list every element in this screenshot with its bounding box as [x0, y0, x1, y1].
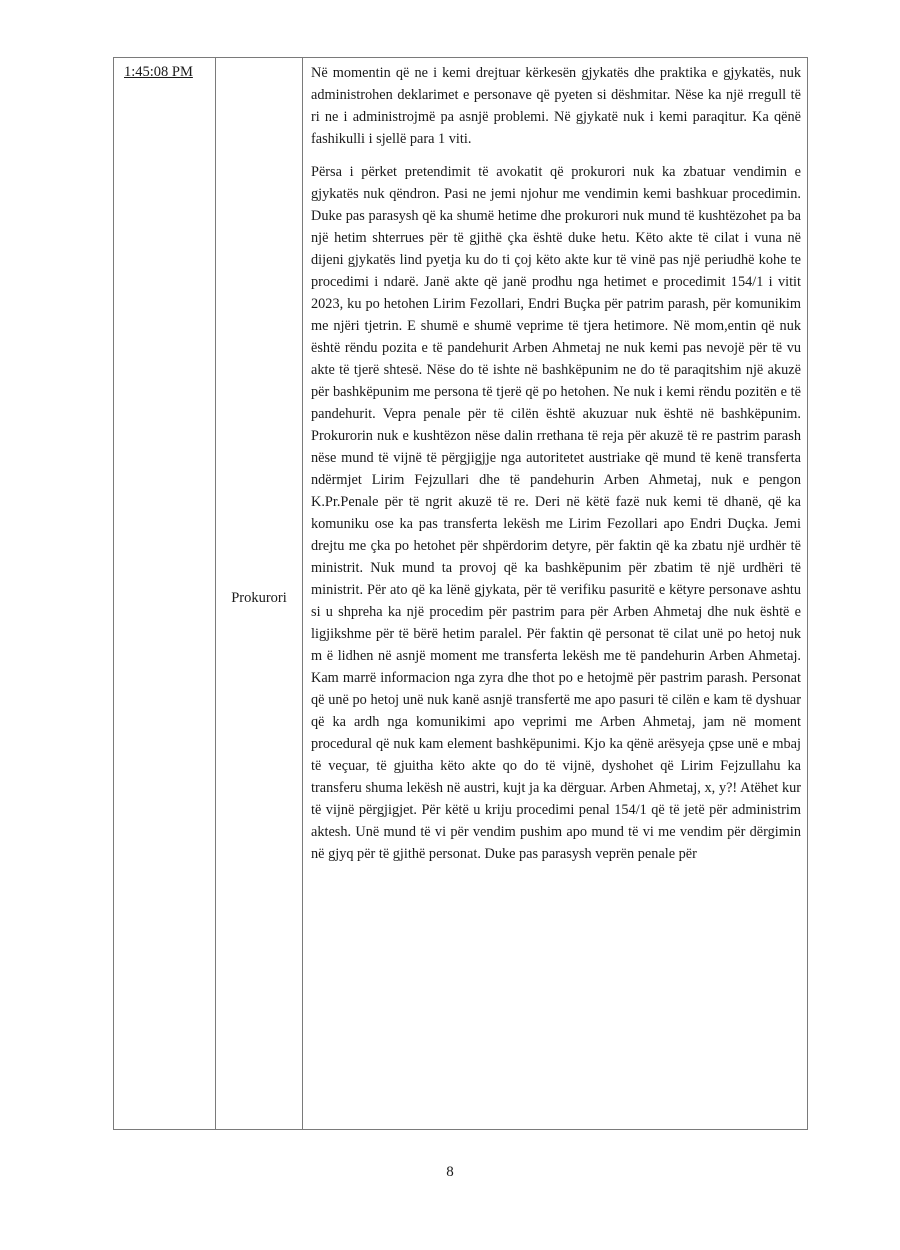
statement-cell — [303, 58, 807, 1129]
statement-paragraph: Përsa i përket pretendimit të avokatit që prokurori nuk ka zbatuar vendimin e gjykatës nuk qëndron. Pasi ne jemi njohur me vendimin kemi bashkuar procedimin. Duke pas parasysh që ka shumë hetime dhe prokurori nuk mund të kushtëzohet pa ba një hetim shterrues për të gjithë çka është duke hetu. Këto akte të cilat i vuna në dijeni gjykatës lind pyetja ku do ti çoj këto akte kur të vinë pas një periudhë kohe te procedimi i ndarë. Janë akte që janë prodhu nga hetimet e procedimit 154/1 i vitit 2023, ku po hetohen Lirim Fezollari, Endri Buçka për patrim parash, për komunikim me njëri tjetrin. E shumë e shumë veprime të tjera hetimore. Në mom,entin që nuk është rëndu pozita e të pandehurit Arben Ahmetaj ne nuk kemi pas nevojë për të vu akte të tjerë shtesë. Nëse do të ishte në bashkëpunim ne do të paraqitshim një akuzë për bashkëpunim me persona të tjerë që po hetohen. Ne nuk i kemi rëndu pozitën e të pandehurit. Vepra penale për të cilën është akuzuar nuk është në bashkëpunim. Prokurorin nuk e kushtëzon nëse dalin rrethana të reja për akuzë të re pastrim parash nëse mund të vijnë të përgjigjje nga autoritetet austriake që mund të kenë transferta ndërmjet Lirim Fejzullari dhe të pandehurin Arben Ahmetaj, nuk e pengon K.Pr.Penale për të ngrit akuzë të re. Deri në këtë fazë nuk kemi të dhanë, që ka komuniku ose ka pas transferta lekësh me Lirim Fezollari apo Endri Duçka. Jemi drejtu me çka po hetohet për shpërdorim detyre, për faktin që ka zbatu një urdhër të ministrit. Nuk mund ta provoj që ka bashkëpunim për zbatim të një urdhëri të ministrit. Për ato që ka lënë gjykata, për të verifiku pasuritë e këtyre personave ashtu si u shpreha ka një procedim për pastrim para për Arben Ahmetaj dhe nuk është e ligjikshme për të bërë hetim paralel. Për faktin që personat të cilat unë po hetoj nuk m ë lidhen në asnjë moment me transferta lekësh me të pandehurin Arben Ahmetaj. Kam marrë informacion nga zyra dhe thot po e hetojmë për pastrim parash. Personat që unë po hetoj unë nuk kanë asnjë transfertë me apo pasuri të cilën e kam të dyshuar që ka ardh nga komunikimi apo veprimi me Arben Ahmetaj, jam në moment procedural që nuk kam element bashkëpunimi. Kjo ka qënë arësyeja çpse unë e mbaj të veçuar, të gjuitha këto akte qo do të vijnë, dyshohet që Lirim Fejzullahu ka transferu shuma lekësh në austri, kujt ja ka dërguar. Arben Ahmetaj, x, y?! Atëhet kur të vijnë përgjigjet. Për këtë u kriju procedimi penal 154/1 që të jetë për administrim aktesh. Unë mund të vi për vendim pushim apo mund të vi me vendim për dërgimin në gjyq për të gjithë personat. Duke pas parasysh veprën penale për — [311, 164, 801, 862]
statement-paragraph: Në momentin që ne i kemi drejtuar kërkesën gjykatës dhe praktika e gjykatës, nuk administrohen deklarimet e personave që pyeten si dëshmitar. Nëse ka një rregull të ri ne i administrojmë pa asnjë problemi. Në gjykatë nuk i kemi paraqitur. Ka qënë fashikulli i sjellë para 1 viti. — [311, 65, 801, 147]
timestamp: 1:45:08 PM — [124, 64, 193, 80]
speaker-name: Prokurori — [231, 590, 287, 606]
timestamp-cell — [114, 58, 216, 1129]
page-number: 8 — [446, 1164, 454, 1180]
speaker-cell — [216, 58, 303, 1129]
transcript-table — [113, 57, 808, 1130]
